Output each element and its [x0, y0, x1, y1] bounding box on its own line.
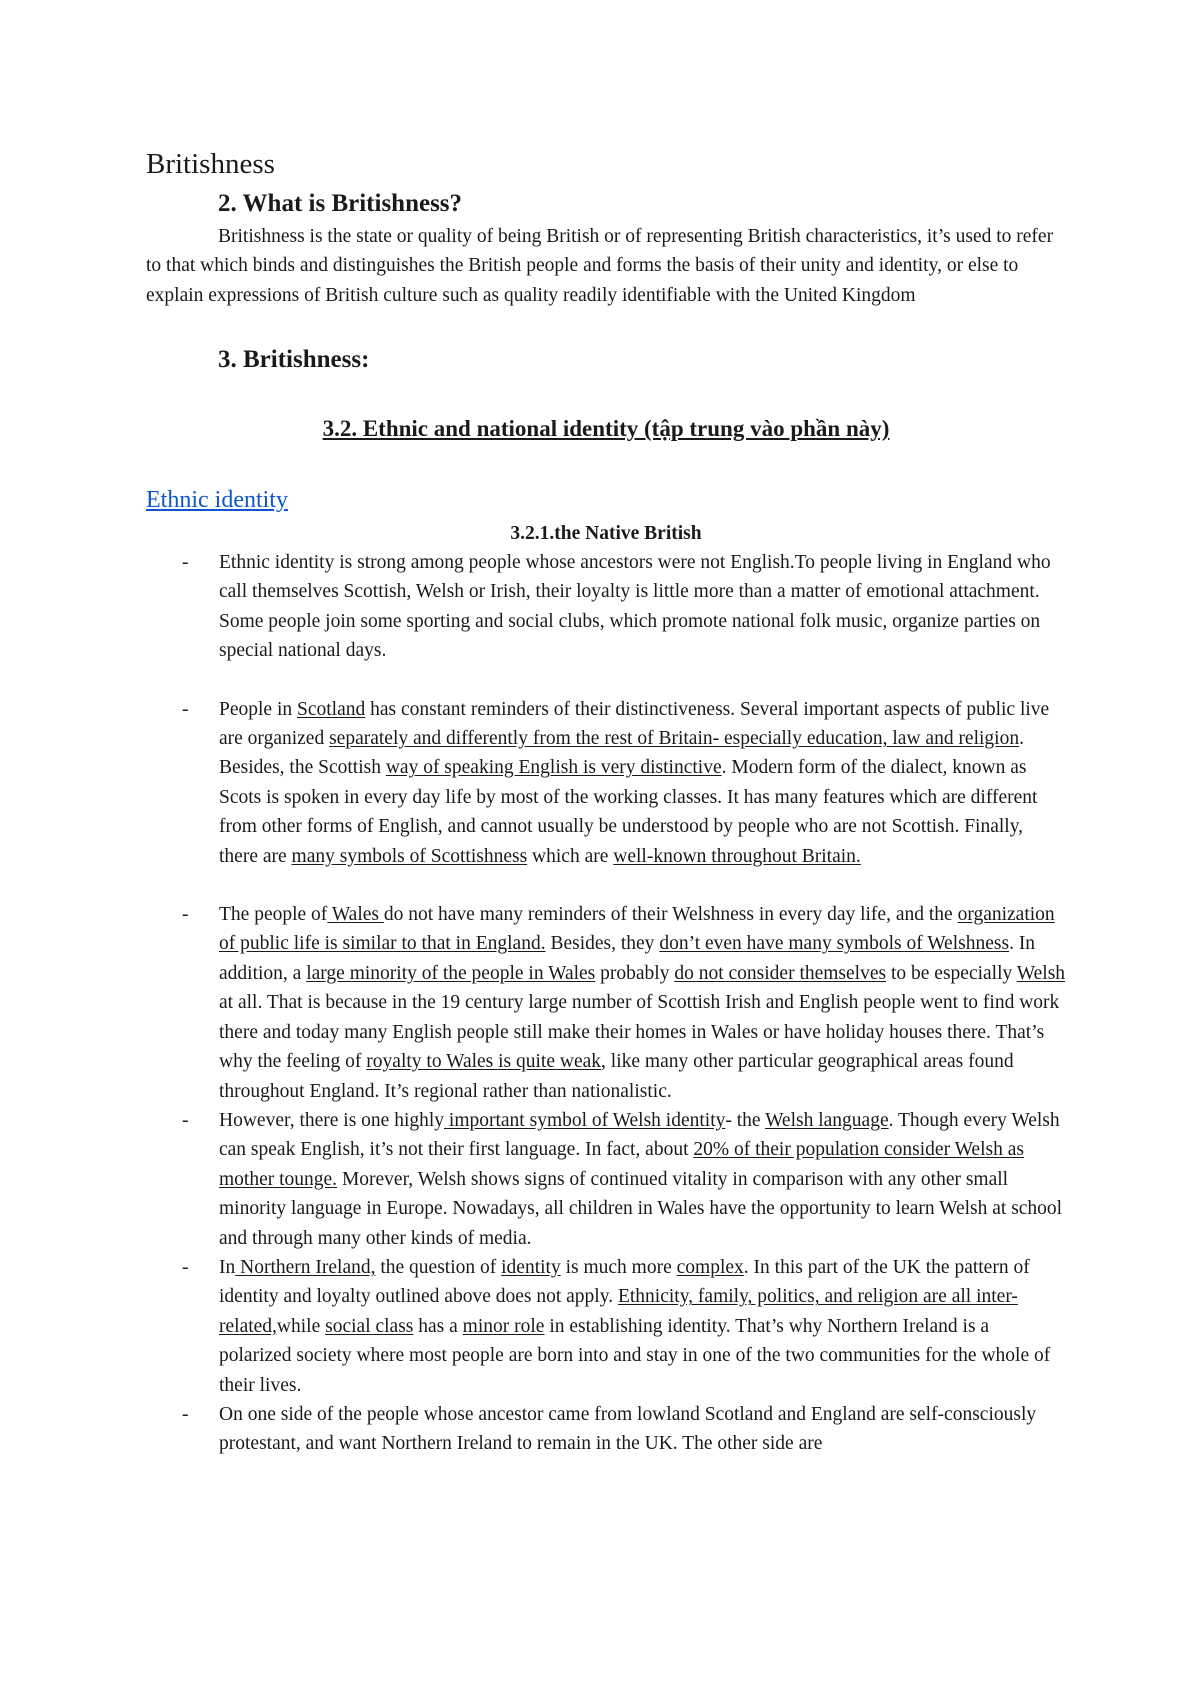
bullet-dash: -: [182, 1403, 189, 1425]
document-title: Britishness: [146, 148, 275, 180]
underlined-phrase: Wales: [327, 904, 384, 926]
text-run: while: [276, 1315, 326, 1337]
text-run: . Besides, the Scottish: [219, 728, 1024, 779]
text-run: has constant reminders of their distinctiveness. Several important aspects of public live are organized: [219, 698, 1050, 750]
underlined-phrase: do not consider themselves: [674, 962, 887, 984]
text-run: in establishing identity. That’s why Northern Ireland is a polarized society where most people are born into and stay in one of the two communities for the whole of their lives.: [219, 1315, 1051, 1396]
text-run: People in: [219, 698, 297, 720]
list-item: [146, 1253, 1066, 1400]
underlined-phrase: separately and differently from the rest of Britain- especially education, law and religion: [329, 728, 1020, 750]
bullet-dash: -: [182, 552, 189, 573]
bullet-dash: -: [182, 1256, 189, 1278]
list-item: [146, 695, 1066, 871]
text-run: has a: [413, 1315, 463, 1337]
heading-what-is-britishness: 2. What is Britishness?: [218, 190, 463, 217]
list-item: [146, 1400, 1066, 1459]
text-run: the question of: [375, 1256, 502, 1278]
text-run: On one side of the people whose ancestor came from lowland Scotland and England are self-consciously protestant, and want Northern Ireland to remain in the UK. The other side are: [219, 1403, 1037, 1455]
text-run: is much more: [560, 1256, 677, 1278]
section-ethnic-national-identity: 3.2. Ethnic and national identity (tập trung vào phần này): [322, 416, 890, 441]
subsection-native-british: 3.2.1.the Native British: [510, 523, 702, 544]
text-run: Besides, they: [545, 933, 660, 955]
text-run: Ethnic identity is strong among people whose ancestors were not English.To people living in England who call themselves Scottish, Welsh or Irish, their loyalty is little more than a matter of emotional attachment. Some people join some sporting and social clubs, which promote national folk music, organize parties on special national days.: [219, 552, 1051, 662]
underlined-phrase: don’t even have many symbols of Welshness: [659, 933, 1010, 955]
text-run: at all. That is because in the 19 century large number of Scottish Irish and English people went to find work there and today many English people still make their homes in Wales or have holiday houses there. That’s why the feeling of: [219, 992, 1060, 1073]
text-run: However, there is one highly: [219, 1109, 445, 1131]
underlined-phrase: well-known throughout Britain.: [613, 845, 861, 867]
text-run: The people of: [219, 904, 328, 926]
text-run: to be especially: [886, 962, 1017, 984]
bullet-dash: -: [182, 698, 189, 720]
underlined-phrase: large minority of the people in Wales: [306, 962, 596, 984]
text-run: . Though every Welsh can speak English, it’s not their first language. In fact, about: [219, 1109, 1060, 1161]
list-item: [146, 548, 1066, 666]
heading-britishness: 3. Britishness:: [218, 346, 370, 373]
list-item-text: [219, 699, 1049, 867]
underlined-phrase: Welsh language: [765, 1109, 889, 1131]
underlined-phrase: 20% of their population consider Welsh as mother tounge.: [219, 1139, 1024, 1190]
text-run: Morever, Welsh shows signs of continued vitality in comparison with any other small minority language in Europe. Nowadays, all children in Wales have the opportunity to learn Welsh at school and through many other kinds of media.: [219, 1168, 1063, 1249]
underlined-phrase: Northern Ireland,: [235, 1256, 376, 1278]
text-run: - the: [725, 1109, 766, 1131]
list-item-text: [219, 904, 1065, 1101]
list-item-text: [219, 1404, 1036, 1454]
list-item-text: [219, 552, 1051, 661]
list-item: [146, 1106, 1066, 1253]
list-item-text: [219, 1110, 1062, 1249]
underlined-phrase: social class: [325, 1315, 414, 1337]
text-run: . In this part of the UK the pattern of identity and loyalty outlined above does not apply.: [219, 1256, 1030, 1308]
text-run: , like many other particular geographical areas found throughout England. It’s regional rather than nationalistic.: [219, 1051, 1014, 1102]
bullet-dash: -: [182, 904, 189, 926]
list-item-text: [219, 1257, 1050, 1396]
underlined-phrase: complex: [676, 1256, 744, 1278]
bullet-list: [146, 548, 1066, 1459]
text-run: probably: [595, 962, 675, 984]
text-run: . Modern form of the dialect, known as Scots is spoken in every day life by most of the working classes. It has many features which are different from other forms of English, and cannot usually be understood by people who are not Scottish. Finally, there are: [219, 757, 1038, 867]
underlined-phrase: Welsh: [1016, 962, 1066, 984]
intro-paragraph: Britishness is the state or quality of being British or of representing British characteristics, it’s used to refer to that which binds and distinguishes the British people and forms the basis of their unity and identity, or else to explain expressions of British culture such as quality readily identifiable with the United Kingdom: [146, 226, 1054, 306]
text-run: . In addition, a: [219, 933, 1036, 984]
text-run: do not have many reminders of their Welshness in every day life, and the: [383, 904, 958, 926]
underlined-phrase: identity: [501, 1256, 561, 1278]
underlined-phrase: royalty to Wales is quite weak: [366, 1051, 602, 1073]
text-run: In: [219, 1256, 236, 1278]
underlined-phrase: minor role: [462, 1315, 545, 1337]
underlined-phrase: Ethnicity, family, politics, and religion are all inter-related,: [219, 1286, 1018, 1337]
underlined-phrase: way of speaking English is very distinctive: [385, 757, 722, 779]
text-run: which are: [527, 845, 614, 867]
ethnic-identity-link[interactable]: Ethnic identity: [146, 487, 288, 513]
bullet-dash: -: [182, 1109, 189, 1131]
underlined-phrase: organization of public life is similar to that in England.: [219, 904, 1055, 955]
underlined-phrase: important symbol of Welsh identity: [444, 1109, 726, 1131]
underlined-phrase: Scotland: [297, 698, 366, 720]
list-item: [146, 900, 1066, 1106]
underlined-phrase: many symbols of Scottishness: [291, 845, 528, 867]
